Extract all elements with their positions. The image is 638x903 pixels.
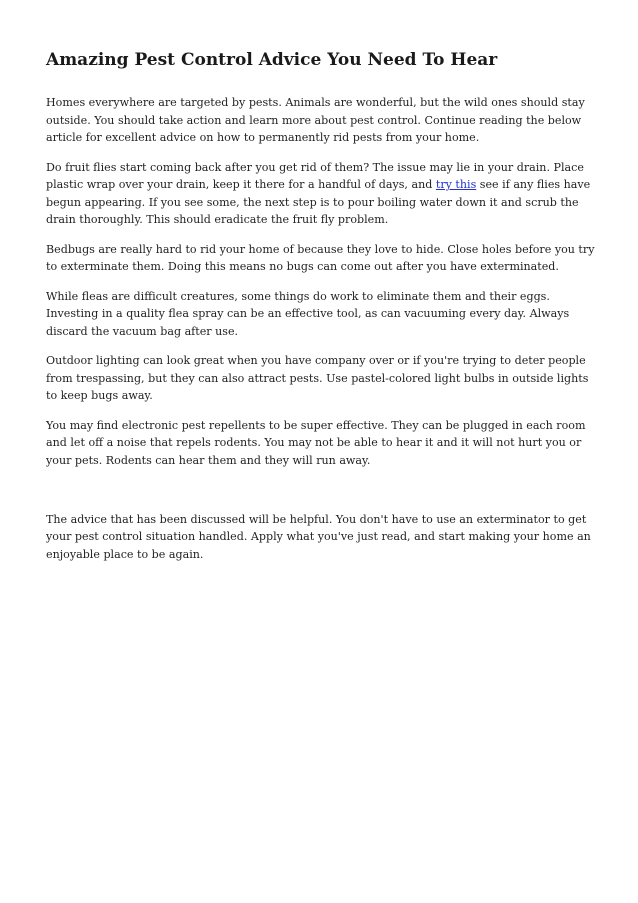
paragraph-electronic-repellents: You may find electronic pest repellents to be super effective. They can be plugged in each room and let off a noise that repels rodents. You may not be able to hear it and it will not hurt you or your pets. Rodents can hear them and they will run away. [46, 418, 586, 467]
paragraph-fruit-flies [46, 159, 596, 229]
document-title: Amazing Pest Control Advice You Need To Hear [46, 50, 498, 70]
document-page [46, 48, 596, 575]
paragraph-bedbugs: Bedbugs are really hard to rid your home of because they love to hide. Close holes before you try to exterminate them. Doing this means no bugs can come out after you have exterminated. [46, 242, 595, 273]
paragraph-conclusion: The advice that has been discussed will be helpful. You don't have to use an exterminator to get your pest control situation handled. Apply what you've just read, and start making your home an enjoyable place to be again. [46, 512, 591, 561]
try-this-link[interactable]: try this [435, 178, 477, 191]
paragraph-outdoor-lighting: Outdoor lighting can look great when you have company over or if you're trying to deter people from trespassing, but they can also attract pests. Use pastel-colored light bulbs in outside lights to keep bugs away. [46, 354, 589, 402]
paragraph-text: Do fruit flies start coming back after you get rid of them? The issue may lie in your drain. Place plastic wrap over your drain, keep it there for a handful of days, and [46, 160, 584, 191]
paragraph-text: see if any flies have begun appearing. If you see some, the next step is to pour boiling water down it and scrub the drain thoroughly. This should eradicate the fruit fly problem. [46, 178, 591, 226]
paragraph-fleas: While fleas are difficult creatures, some things do work to eliminate them and their eggs. Investing in a quality flea spray can be an effective tool, as can vacuuming every day. Always discard the vacuum bag after use. [46, 289, 570, 338]
blank-spacer [46, 481, 596, 499]
paragraph-intro: Homes everywhere are targeted by pests. Animals are wonderful, but the wild ones should stay outside. You should take action and learn more about pest control. Continue reading the below article for excellent advice on how to permanently rid pests from your home. [46, 96, 585, 144]
